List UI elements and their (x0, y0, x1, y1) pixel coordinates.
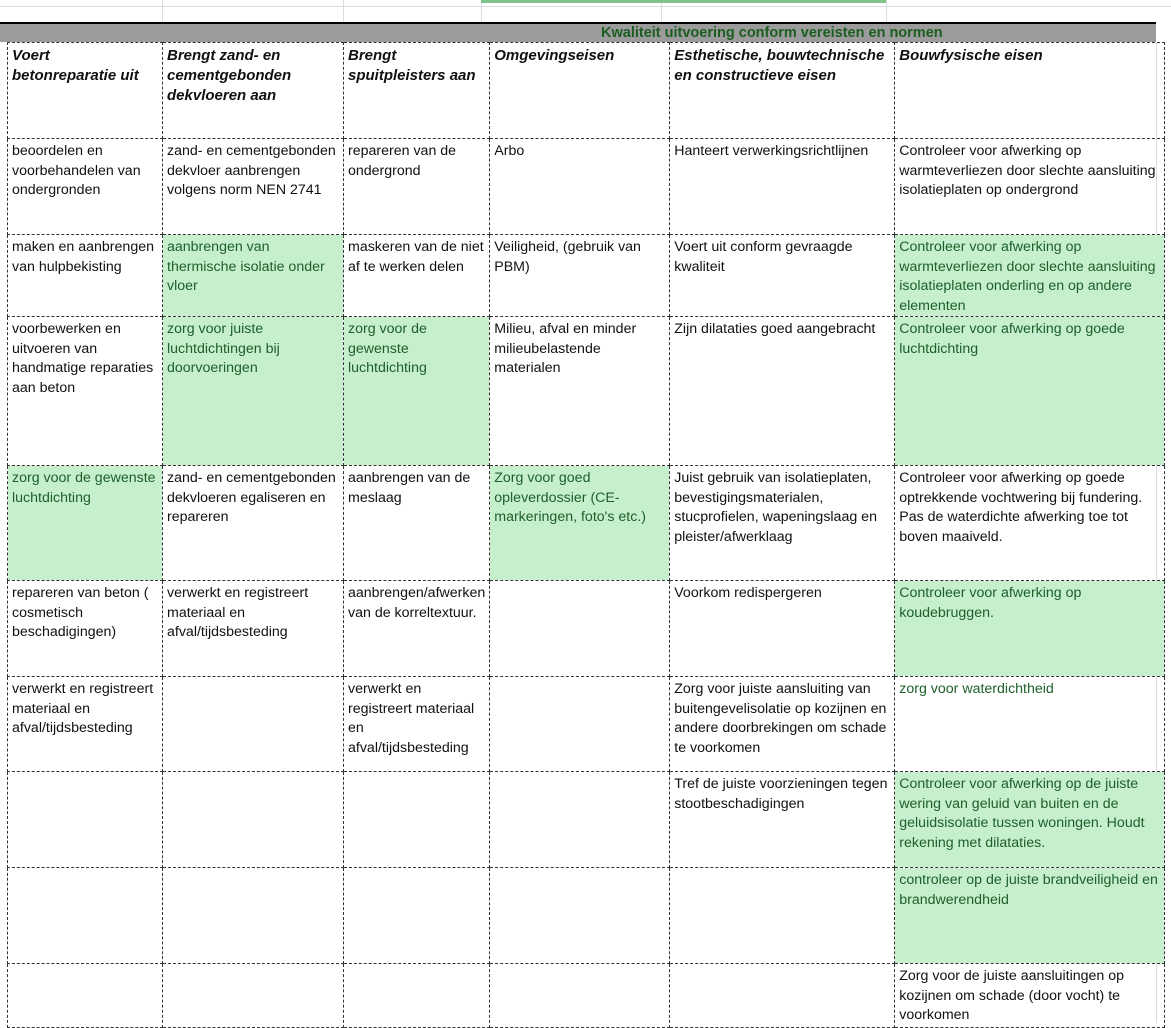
table-cell[interactable] (490, 581, 670, 677)
table-cell[interactable]: voorbewerken en uitvoeren van handmatige reparaties aan beton (8, 317, 163, 466)
table-cell[interactable]: Controleer voor afwerking op warmteverliezen door slechte aansluiting isolatieplaten op ondergrond (895, 139, 1165, 235)
col-gridline (661, 0, 662, 22)
table-cell-highlighted[interactable]: Controleer voor afwerking op de juiste wering van geluid van buiten en de geluidsisolatie tussen woningen. Houdt rekening met dilataties. (895, 772, 1165, 868)
table-cell[interactable]: Zorg voor de juiste aansluitingen op kozijnen om schade (door vocht) te voorkomen (895, 964, 1165, 1028)
table-cell[interactable]: Milieu, afval en minder milieubelastende materialen (490, 317, 670, 466)
table-cell[interactable]: beoordelen en voorbehandelen van ondergronden (8, 139, 163, 235)
table-cell-highlighted[interactable]: aanbrengen van thermische isolatie onder vloer (163, 235, 344, 317)
table-cell[interactable] (490, 868, 670, 964)
quality-banner-title: Kwaliteit uitvoering conform vereisten en normen (601, 25, 943, 41)
table-cell[interactable]: Zorg voor juiste aansluiting van buitengevelisolatie op kozijnen en andere doorbrekingen om schade te voorkomen (670, 677, 895, 772)
table-cell-highlighted[interactable]: Zorg voor goed opleverdossier (CE-markeringen, foto's etc.) (490, 466, 670, 581)
table-cell[interactable]: verwerkt en registreert materiaal en afval/tijdsbesteding (8, 677, 163, 772)
table-cell[interactable] (490, 964, 670, 1028)
col-gridline (343, 0, 344, 22)
table-cell-highlighted[interactable]: Controleer voor afwerking op goede luchtdichting (895, 317, 1165, 466)
col-gridline (886, 0, 887, 22)
table-row (8, 317, 1165, 466)
table-cell-highlighted[interactable]: Controleer voor afwerking op koudebruggen. (895, 581, 1165, 677)
table-cell[interactable] (8, 868, 163, 964)
table-cell[interactable] (8, 772, 163, 868)
table-cell[interactable] (490, 677, 670, 772)
table-cell[interactable]: Voorkom redispergeren (670, 581, 895, 677)
table-row (8, 677, 1165, 772)
table-row (8, 581, 1165, 677)
table-cell[interactable] (8, 964, 163, 1028)
table-cell[interactable]: Veiligheid, (gebruik van PBM) (490, 235, 670, 317)
table-cell[interactable]: repareren van beton ( cosmetisch beschadigingen) (8, 581, 163, 677)
table-cell[interactable] (163, 772, 344, 868)
table-cell-highlighted[interactable]: zorg voor de gewenste luchtdichting (344, 317, 490, 466)
table-row (8, 235, 1165, 317)
header-cell[interactable]: Brengt zand- en cementgebonden dekvloeren aan (163, 43, 344, 139)
table-cell[interactable] (163, 964, 344, 1028)
table-cell[interactable]: verwerkt en registreert materiaal en afval/tijdsbesteding (163, 581, 344, 677)
table-row (8, 964, 1165, 1028)
table-cell[interactable]: aanbrengen/afwerken van de korreltextuur. (344, 581, 490, 677)
table-cell-highlighted[interactable]: controleer op de juiste brandveiligheid en brandwerendheid (895, 868, 1165, 964)
table-cell[interactable]: Controleer voor afwerking op goede optrekkende vochtwering bij fundering. Pas de waterdichte afwerking toe tot boven maaiveld. (895, 466, 1165, 581)
table-cell[interactable]: Juist gebruik van isolatieplaten, bevestigingsmaterialen, stucprofielen, wapeningslaag en pleister/afwerklaag (670, 466, 895, 581)
quality-banner (481, 22, 1156, 42)
selection-mark (481, 0, 886, 3)
table-row (8, 868, 1165, 964)
header-cell[interactable]: Bouwfysische eisen (895, 43, 1165, 139)
col-gridline (162, 0, 163, 22)
table-cell[interactable] (163, 868, 344, 964)
table-cell[interactable] (344, 964, 490, 1028)
table-cell[interactable]: Tref de juiste voorzieningen tegen stootbeschadigingen (670, 772, 895, 868)
table-cell-highlighted[interactable]: zorg voor juiste luchtdichtingen bij doorvoeringen (163, 317, 344, 466)
table-cell[interactable]: maskeren van de niet af te werken delen (344, 235, 490, 317)
table-cell[interactable]: repareren van de ondergrond (344, 139, 490, 235)
header-cell[interactable]: Omgevingseisen (490, 43, 670, 139)
table-cell[interactable] (163, 677, 344, 772)
table-cell[interactable]: Voert uit conform gevraagde kwaliteit (670, 235, 895, 317)
table-cell[interactable]: maken en aanbrengen van hulpbekisting (8, 235, 163, 317)
table-cell[interactable]: Hanteert verwerkingsrichtlijnen (670, 139, 895, 235)
header-bar-topline (0, 22, 481, 24)
table-cell[interactable] (344, 868, 490, 964)
top-gridline (0, 6, 1171, 7)
table-cell[interactable]: zorg voor waterdichtheid (895, 677, 1165, 772)
col-gridline (481, 0, 482, 22)
requirements-table (7, 42, 1165, 1028)
table-cell[interactable] (490, 772, 670, 868)
table-cell-highlighted[interactable]: Controleer voor afwerking op warmteverliezen door slechte aansluiting isolatieplaten onderling en op andere elementen (895, 235, 1165, 317)
table-cell[interactable] (670, 964, 895, 1028)
table-cell[interactable] (344, 772, 490, 868)
table-cell[interactable]: Arbo (490, 139, 670, 235)
header-bar-left (0, 22, 481, 42)
header-cell[interactable]: Esthetische, bouwtechnische en constructieve eisen (670, 43, 895, 139)
table-row (8, 772, 1165, 868)
header-row (8, 43, 1165, 139)
header-cell[interactable]: Brengt spuitpleisters aan (344, 43, 490, 139)
table-cell[interactable]: Zijn dilataties goed aangebracht (670, 317, 895, 466)
table-cell-highlighted[interactable]: zorg voor de gewenste luchtdichting (8, 466, 163, 581)
table-row (8, 139, 1165, 235)
table-cell[interactable]: aanbrengen van de meslaag (344, 466, 490, 581)
table-cell[interactable]: verwerkt en registreert materiaal en afval/tijdsbesteding (344, 677, 490, 772)
table-cell[interactable] (670, 868, 895, 964)
header-cell[interactable]: Voert betonreparatie uit (8, 43, 163, 139)
table-cell[interactable]: zand- en cementgebonden dekvloeren egaliseren en repareren (163, 466, 344, 581)
table-cell[interactable]: zand- en cementgebonden dekvloer aanbrengen volgens norm NEN 2741 (163, 139, 344, 235)
table-row (8, 466, 1165, 581)
